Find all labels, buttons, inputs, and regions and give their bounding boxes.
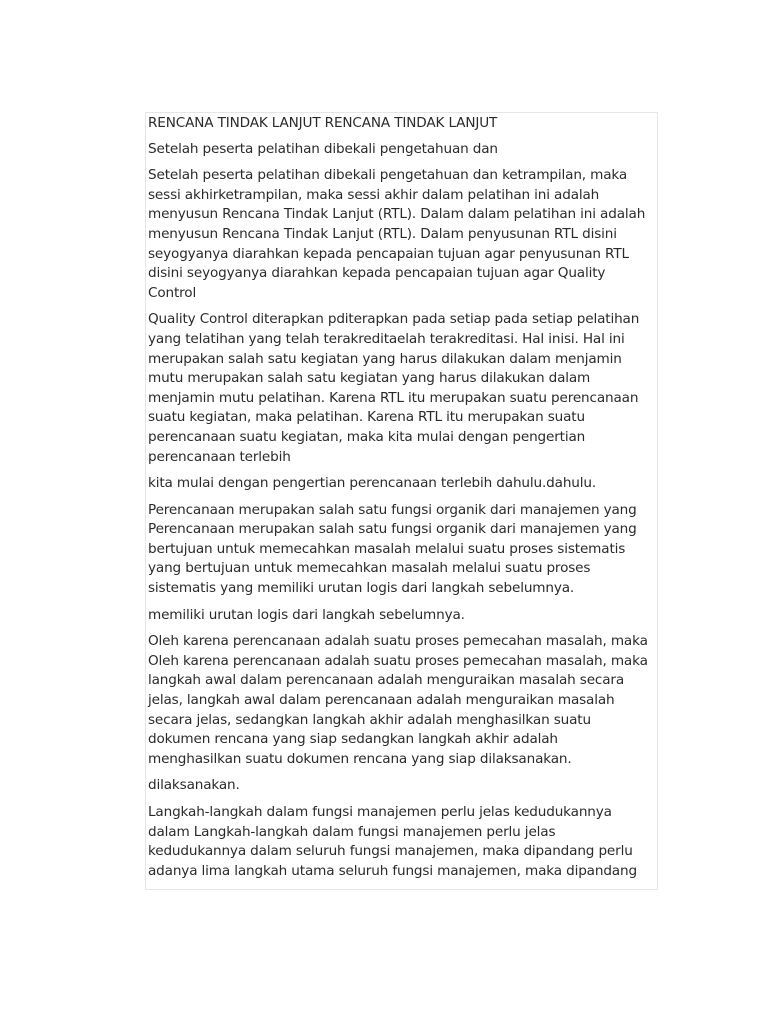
paragraph-6: memiliki urutan logis dari langkah sebelumnya.	[148, 606, 465, 623]
paragraph-5: Perencanaan merupakan salah satu fungsi organik dari manajemen yang Perencanaan merupakan salah satu fungsi organik dari manajemen yang bertujuan untuk memecahkan masalah melalui suatu proses sistematis yang bertujuan untuk memecahkan masalah melalui suatu proses sistematis yang memiliki urutan logis dari langkah sebelumnya.	[148, 501, 637, 597]
document-title: RENCANA TINDAK LANJUT RENCANA TINDAK LANJUT	[148, 115, 498, 131]
document-content	[146, 113, 657, 881]
paragraph-7: Oleh karena perencanaan adalah suatu proses pemecahan masalah, maka Oleh karena perencanaan adalah suatu proses pemecahan masalah, maka langkah awal dalam perencanaan adalah menguraikan masalah secara jelas, langkah awal dalam perencanaan adalah menguraikan masalah secara jelas, sedangkan langkah akhir adalah menghasilkan suatu dokumen rencana yang siap sedangkan langkah akhir adalah menghasilkan suatu dokumen rencana yang siap dilaksanakan.	[148, 633, 648, 767]
paragraph-4: kita mulai dengan pengertian perencanaan terlebih dahulu.dahulu.	[148, 475, 597, 492]
paragraph-1: Setelah peserta pelatihan dibekali pengetahuan dan	[148, 140, 498, 157]
paragraph-3: Quality Control diterapkan pditerapkan pada setiap pada setiap pelatihan yang telatihan yang telah terakreditaelah terakreditasi. Hal inisi. Hal ini merupakan salah satu kegiatan yang harus dilakukan dalam menjamin mutu merupakan salah satu kegiatan yang harus dilakukan dalam menjamin mutu pelatihan. Karena RTL itu merupakan suatu perencanaan suatu kegiatan, maka pelatihan. Karena RTL itu merupakan suatu perencanaan suatu kegiatan, maka kita mulai dengan pengertian perencanaan terlebih	[148, 311, 640, 465]
paragraph-8: dilaksanakan.	[148, 777, 240, 794]
paragraph-2: Setelah peserta pelatihan dibekali pengetahuan dan ketrampilan, maka sessi akhirketrampilan, maka sessi akhir dalam pelatihan ini adalah menyusun Rencana Tindak Lanjut (RTL). Dalam dalam pelatihan ini adalah menyusun Rencana Tindak Lanjut (RTL). Dalam penyusunan RTL disini seyogyanya diarahkan kepada pencapaian tujuan agar penyusunan RTL disini seyogyanya diarahkan kepada pencapaian tujuan agar Quality Control	[148, 167, 646, 301]
paragraph-9: Langkah-langkah dalam fungsi manajemen perlu jelas kedudukannya dalam Langkah-langkah dalam fungsi manajemen perlu jelas kedudukannya dalam seluruh fungsi manajemen, maka dipandang perlu adanya lima langkah utama seluruh fungsi manajemen, maka dipandang	[148, 804, 637, 879]
document-page	[145, 112, 658, 890]
